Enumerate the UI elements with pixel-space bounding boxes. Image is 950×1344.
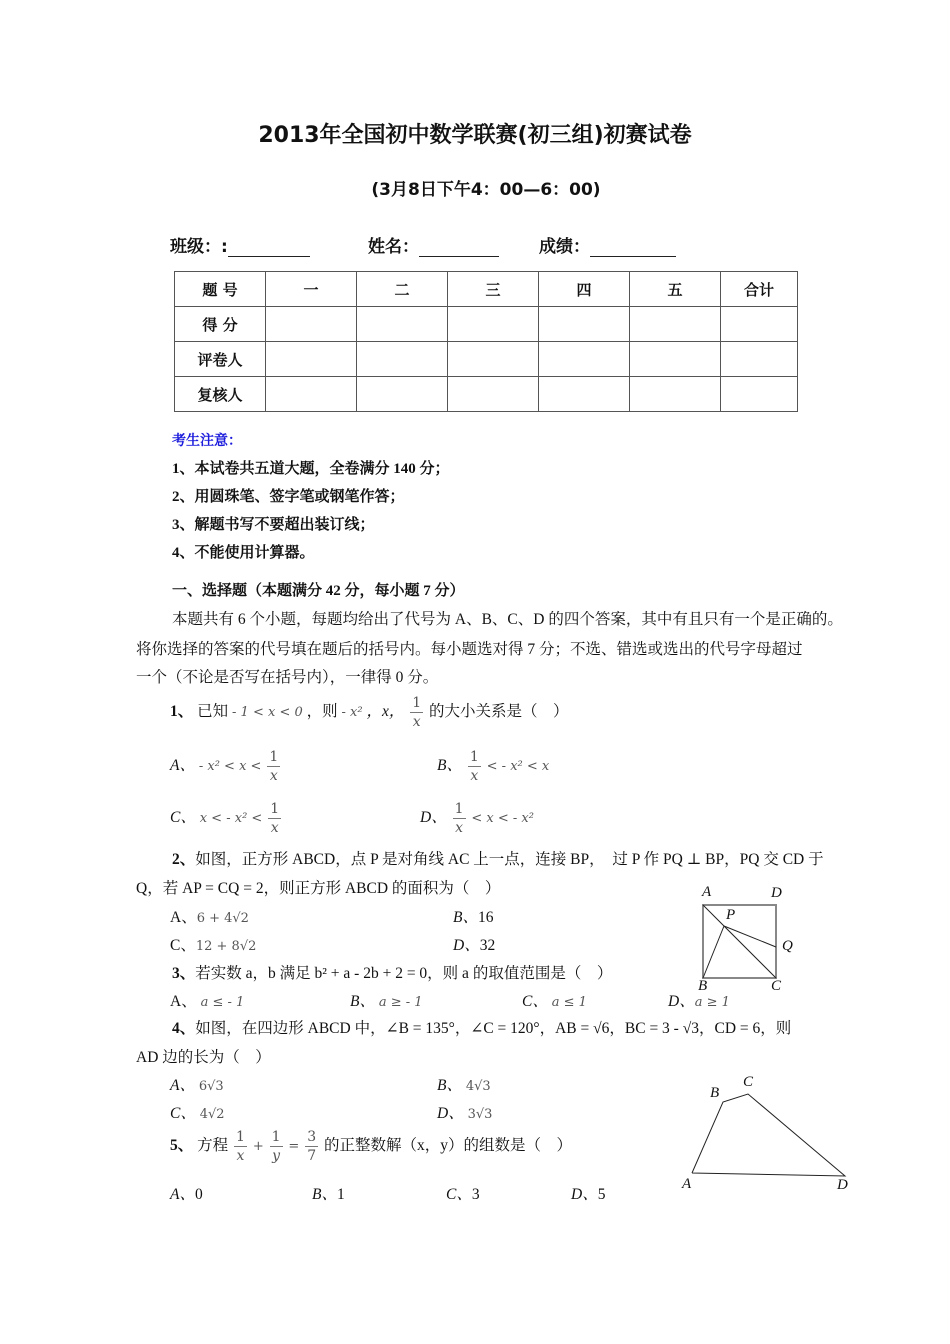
label-d: D: [771, 885, 782, 901]
question-text: 的正整数解（x，y）的组数是（ ）: [323, 1137, 572, 1155]
table-header-cell: 题 号: [175, 272, 266, 307]
question-text: 已知: [197, 703, 229, 721]
question-text: ，x，: [366, 703, 405, 721]
option-d[interactable]: D、 $\frac{1}{x}$ < x < - x²: [420, 801, 534, 836]
name-blank[interactable]: [419, 238, 499, 257]
table-cell[interactable]: [266, 307, 357, 342]
label-b: B: [698, 978, 708, 994]
table-row: [175, 377, 798, 412]
table-cell[interactable]: [539, 377, 630, 412]
table-header-cell: 二: [357, 272, 448, 307]
question-text: 若实数 a，b 满足 b² + a - 2b + 2 = 0，则 a 的取值范围是（ ）: [195, 965, 613, 982]
table-cell[interactable]: [357, 342, 448, 377]
table-cell[interactable]: [266, 377, 357, 412]
label-d: D: [837, 1177, 848, 1193]
table-cell[interactable]: [721, 377, 798, 412]
table-cell[interactable]: [357, 307, 448, 342]
question-1: [170, 696, 569, 729]
option-d[interactable]: D、a ≥ 1: [668, 993, 730, 1010]
fraction: $\frac{1}{x}$: [269, 749, 279, 784]
option-c[interactable]: C、 a ≤ 1: [522, 993, 587, 1010]
option-b[interactable]: B、 a ≥ - 1: [350, 993, 423, 1010]
table-cell[interactable]: [448, 307, 539, 342]
row-label: 评卷人: [175, 342, 266, 377]
label-c: C: [743, 1074, 754, 1090]
score-field: [539, 232, 676, 257]
quadrilateral-outline: [692, 1094, 845, 1176]
option-c[interactable]: C、 x < - x² < $\frac{1}{x}$: [170, 801, 280, 836]
table-cell[interactable]: [721, 307, 798, 342]
table-header-cell: 合计: [721, 272, 798, 307]
section-heading: 一、选择题（本题满分 42 分，每小题 7 分）: [172, 583, 465, 599]
table-header-cell: 五: [630, 272, 721, 307]
fraction: $\frac{1}{x}$: [412, 695, 422, 730]
notice-item: 4、不能使用计算器。: [172, 545, 315, 561]
section-intro-line: 将你选择的答案的代号填在题后的括号内。每小题选对得 7 分；不选、错选或选出的代号字母超过: [136, 641, 803, 658]
label-b: B: [710, 1085, 720, 1101]
table-header-cell: 一: [266, 272, 357, 307]
quadrilateral-figure: [670, 1060, 870, 1200]
page-title: 2013年全国初中数学联赛(初三组)初赛试卷: [258, 123, 692, 148]
fraction: $\frac{1}{x}$: [270, 801, 280, 836]
question-3: [172, 961, 612, 983]
option-c[interactable]: C、3: [446, 1186, 480, 1203]
label-a: A: [702, 884, 712, 900]
table-header-cell: 四: [539, 272, 630, 307]
option-b[interactable]: B、16: [453, 909, 494, 926]
fraction: $\frac{1}{x}$: [469, 749, 479, 784]
math-expr: - 1 < x < 0: [232, 705, 303, 721]
fraction: $\frac{3}{7}$: [307, 1129, 317, 1164]
score-table: [174, 271, 798, 412]
table-cell[interactable]: [539, 342, 630, 377]
section-intro-line: 一个（不论是否写在括号内），一律得 0 分。: [136, 669, 439, 686]
class-label: 班级：:: [170, 237, 228, 257]
table-row: [175, 307, 798, 342]
notice-item: 3、解题书写不要超出装订线；: [172, 517, 375, 533]
notice-item: 2、用圆珠笔、签字笔或钢笔作答；: [172, 489, 405, 505]
label-c: C: [771, 978, 782, 994]
question-number: 3、: [172, 965, 196, 982]
option-d[interactable]: D、 3√3: [437, 1105, 493, 1122]
question-text: 方程: [197, 1137, 229, 1155]
question-text: AD 边的长为（ ）: [136, 1049, 271, 1066]
class-blank[interactable]: [228, 238, 310, 257]
table-cell[interactable]: [266, 342, 357, 377]
fraction: $\frac{1}{x}$: [454, 801, 464, 836]
option-a[interactable]: A、0: [170, 1186, 203, 1203]
row-label: 得 分: [175, 307, 266, 342]
question-text: 如图，在四边形 ABCD 中，∠B = 135°，∠C = 120°，AB = √6，BC = 3 - √3，CD = 6，则: [195, 1020, 792, 1037]
name-label: 姓名：: [368, 237, 419, 257]
question-number: 5、: [170, 1137, 194, 1155]
question-number: 4、: [172, 1020, 196, 1037]
option-a[interactable]: A、 a ≤ - 1: [170, 993, 245, 1010]
diagonal-ac: [703, 905, 776, 978]
score-blank[interactable]: [590, 238, 676, 257]
option-b[interactable]: B、1: [312, 1186, 345, 1203]
option-b[interactable]: B、 4√3: [437, 1077, 491, 1094]
class-field: [170, 232, 310, 257]
option-b[interactable]: B、 $\frac{1}{x}$ < - x² < x: [437, 749, 550, 784]
question-text: 如图，正方形 ABCD，点 P 是对角线 AC 上一点，连接 BP， 过 P 作 PQ ⊥ BP，PQ 交 CD 于: [195, 851, 824, 868]
segment-bp: [703, 926, 724, 978]
option-c[interactable]: C、 4√2: [170, 1105, 225, 1122]
label-p: P: [726, 907, 736, 923]
label-q: Q: [782, 938, 793, 954]
section-intro-line: 本题共有 6 个小题，每题均给出了代号为 A、B、C、D 的四个答案，其中有且只有一个是正确的。: [172, 611, 843, 628]
table-header-cell: 三: [448, 272, 539, 307]
question-number: 2、: [172, 851, 196, 868]
option-d[interactable]: D、5: [571, 1186, 606, 1203]
option-c[interactable]: C、12 + 8√2: [170, 937, 257, 954]
name-field: [368, 232, 499, 257]
notice-item: 1、本试卷共五道大题，全卷满分 140 分；: [172, 461, 450, 477]
table-cell[interactable]: [630, 342, 721, 377]
segment-pq: [724, 926, 776, 947]
table-cell[interactable]: [721, 342, 798, 377]
question-4: [172, 1016, 791, 1038]
table-cell[interactable]: [448, 342, 539, 377]
question-text: 的大小关系是（ ）: [429, 703, 569, 721]
table-cell[interactable]: [357, 377, 448, 412]
question-2: [172, 847, 824, 869]
question-number: 1、: [170, 703, 194, 721]
table-cell[interactable]: [448, 377, 539, 412]
notice-heading: 考生注意：: [172, 433, 242, 449]
table-cell[interactable]: [630, 377, 721, 412]
table-header-row: [175, 272, 798, 307]
exam-time: (3月8日下午4：00—6：00): [371, 180, 601, 200]
square-figure: [690, 880, 810, 1000]
option-a[interactable]: A、 6√3: [170, 1077, 224, 1094]
question-text: Q，若 AP = CQ = 2，则正方形 ABCD 的面积为（ ）: [136, 880, 501, 897]
option-d[interactable]: D、32: [453, 937, 496, 954]
score-label: 成绩：: [539, 237, 590, 257]
label-a: A: [682, 1176, 692, 1192]
fraction: $\frac{1}{x}$: [236, 1129, 245, 1164]
question-5: 5、 方程 $\frac{1}{x}$ + $\frac{1}{y}$ = $\frac{3}{7}$ 的正整数解（x，y）的组数是（ ）: [170, 1129, 572, 1164]
table-cell[interactable]: [539, 307, 630, 342]
row-label: 复核人: [175, 377, 266, 412]
question-text: ，则: [306, 703, 338, 721]
option-a[interactable]: A、6 + 4√2: [170, 909, 249, 926]
option-a[interactable]: A、 - x² < x < $\frac{1}{x}$: [170, 749, 279, 784]
table-row: [175, 342, 798, 377]
table-cell[interactable]: [630, 307, 721, 342]
fraction: $\frac{1}{y}$: [271, 1129, 281, 1164]
math-expr: - x²: [341, 705, 363, 721]
